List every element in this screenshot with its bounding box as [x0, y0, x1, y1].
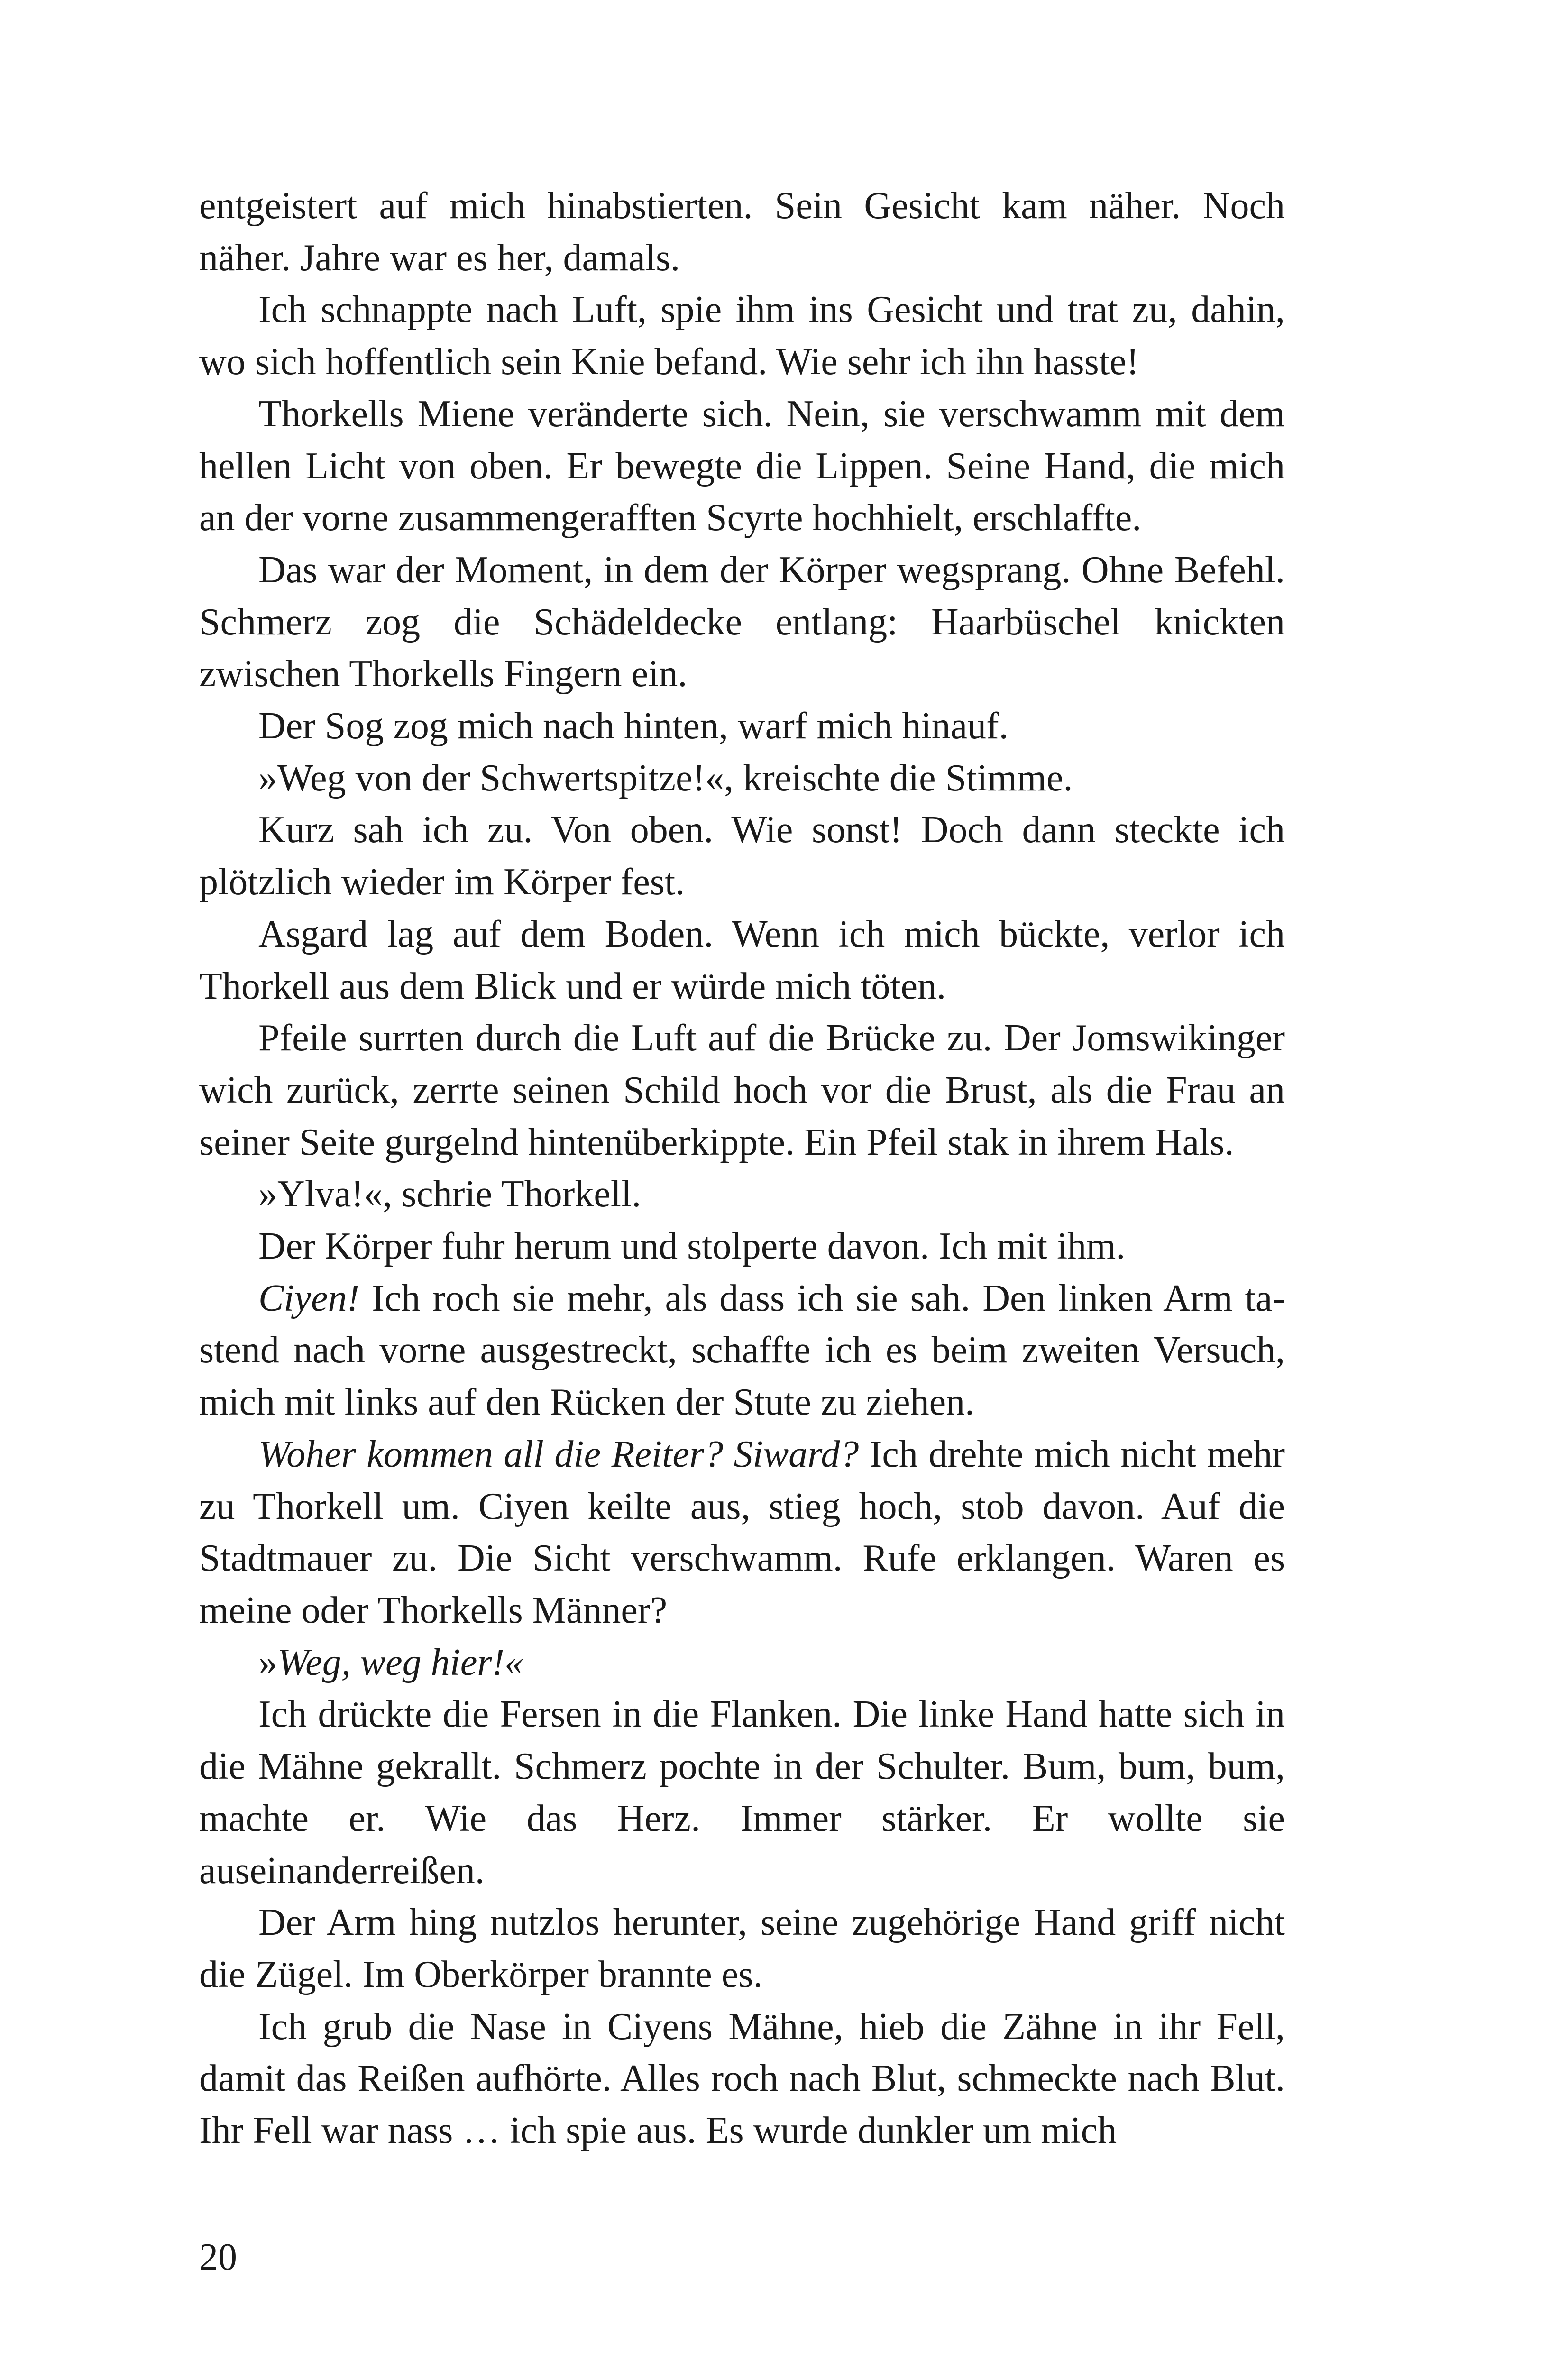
- paragraph: entgeistert auf mich hinabstierten. Sein Gesicht kam näher. Noch näher. Jahre war es her, damals.: [199, 185, 1285, 279]
- paragraph: Kurz sah ich zu. Von oben. Wie sonst! Doch dann steckte ich plötzlich wieder im Körper fest.: [199, 809, 1285, 903]
- paragraph: Der Arm hing nutzlos herunter, seine zugehörige Hand griff nicht die Zügel. Im Oberkörper brannte es.: [199, 1902, 1285, 1995]
- paragraph-text: Ich roch sie mehr, als dass ich sie sah. Den linken Arm tastend nach vorne ausgestreckt, schaffte ich es beim zweiten Versuch, mich mit links auf den Rücken der Stute zu ziehen.: [199, 1277, 1285, 1424]
- paragraph: Der Körper fuhr herum und stolperte davon. Ich mit ihm.: [258, 1225, 1126, 1268]
- italic-text: Woher kommen all die Reiter? Siward?: [258, 1433, 859, 1475]
- paragraph: Ich schnappte nach Luft, spie ihm ins Gesicht und trat zu, dahin, wo sich hoffentlich sein Knie befand. Wie sehr ich ihn hasste!: [199, 289, 1285, 383]
- paragraph: [199, 1637, 1285, 1689]
- italic-text: Ciyen!: [258, 1277, 360, 1319]
- paragraph: Pfeile surrten durch die Luft auf die Brücke zu. Der Jomswikinger wich zurück, zerrte seinen Schild hoch vor die Brust, als die Frau an seiner Seite gurgelnd hintenüberkippte. Ein Pfeil stak in ihrem Hals.: [199, 1017, 1285, 1163]
- italic-text: Weg, weg hier!«: [277, 1641, 524, 1683]
- paragraph: Asgard lag auf dem Boden. Wenn ich mich bückte, verlor ich Thorkell aus dem Blick und er würde mich töten.: [199, 913, 1285, 1007]
- paragraph: Das war der Moment, in dem der Körper wegsprang. Ohne Befehl. Schmerz zog die Schädeldecke entlang: Haarbüschel knickten zwischen Thorkells Fingern ein.: [199, 549, 1285, 695]
- paragraph: Thorkells Miene veränderte sich. Nein, sie verschwamm mit dem hellen Licht von oben. Er bewegte die Lippen. Seine Hand, die mich an der vorne zusammengerafften Scyrte hochhielt, erschlaffte.: [199, 393, 1285, 539]
- paragraph-text: Ich drehte mich nicht mehr zu Thorkell um. Ciyen keilte aus, stieg hoch, stob davon. Auf die Stadtmauer zu. Die Sicht verschwamm. Rufe erklangen. Waren es meine oder Thorkells Männer?: [199, 1433, 1285, 1631]
- paragraph: Der Sog zog mich nach hinten, warf mich hinauf.: [258, 705, 1009, 747]
- paragraph: »Weg von der Schwertspitze!«, kreischte die Stimme.: [258, 757, 1073, 799]
- paragraph: Ich drückte die Fersen in die Flanken. Die linke Hand hatte sich in die Mähne gekrallt. Schmerz pochte in der Schulter. Bum, bum, bum, machte er. Wie das Herz. Immer stärker. Er wollte sie auseinanderreißen.: [199, 1693, 1285, 1892]
- paragraph: [199, 1273, 1285, 1429]
- page-number: 20: [199, 2236, 237, 2278]
- opening-quote: »: [258, 1641, 277, 1683]
- paragraph: »Ylva!«, schrie Thorkell.: [258, 1173, 642, 1215]
- paragraph: Ich grub die Nase in Ciyens Mähne, hieb die Zähne in ihr Fell, damit das Reißen aufhörte. Alles roch nach Blut, schmeckte nach Blut. Ihr Fell war nass … ich spie aus. Es wurde dunkler um mich: [199, 2005, 1285, 2152]
- paragraph: [199, 1429, 1285, 1637]
- page-body: [199, 180, 1285, 2157]
